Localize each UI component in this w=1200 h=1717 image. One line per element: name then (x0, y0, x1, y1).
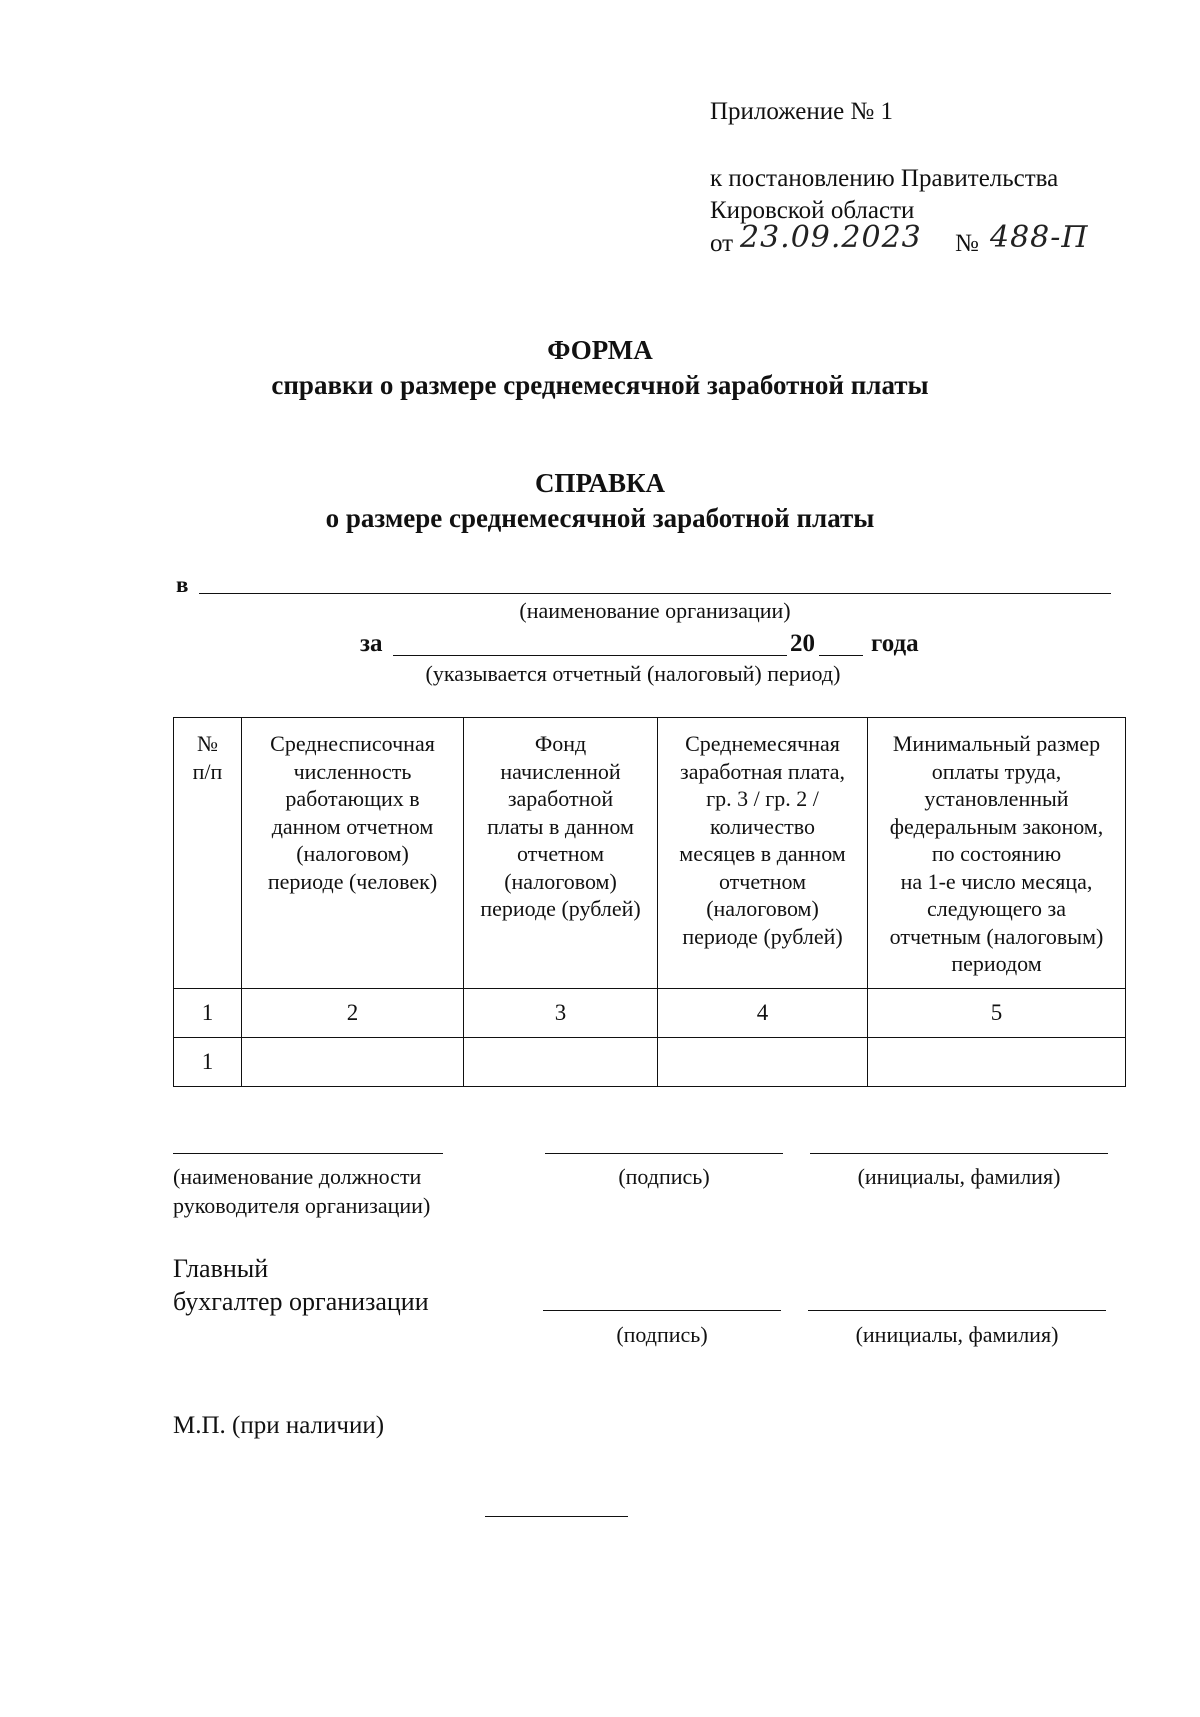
chief-name-line[interactable] (808, 1310, 1106, 1311)
table-row (174, 1037, 1126, 1086)
head-name-line[interactable] (810, 1153, 1108, 1154)
period-caption: (указывается отчетный (налоговый) период) (425, 661, 841, 686)
header-cell (174, 718, 242, 989)
salary-table (173, 717, 1126, 1087)
column-number: 4 (658, 988, 868, 1037)
header-average-salary: Среднемесячная заработная плата, гр. 3 / гр. 2 / количество месяцев в данном отчетном (налоговом) периоде (рублей) (679, 731, 846, 949)
name-caption: (инициалы, фамилия) (857, 1164, 1061, 1189)
chief-signature-caption: (подпись) (616, 1322, 708, 1347)
annex-line-1: к постановлению Правительства (710, 165, 1059, 192)
head-position-line[interactable] (173, 1153, 443, 1154)
column-number: 3 (464, 988, 658, 1037)
table-cell-minimum-wage[interactable] (868, 1037, 1126, 1086)
table-cell-headcount[interactable] (242, 1037, 464, 1086)
org-name-line[interactable] (199, 593, 1111, 594)
year-line[interactable] (819, 655, 863, 656)
header-cell (464, 718, 658, 989)
period-prefix: за (360, 630, 383, 657)
number-prefix: № (955, 230, 979, 257)
chief-name-caption: (инициалы, фамилия) (855, 1322, 1059, 1347)
org-prefix: в (176, 572, 189, 597)
signature-caption: (подпись) (618, 1164, 710, 1189)
closing-divider (485, 1516, 628, 1517)
annex-line-2: Кировской области (710, 197, 915, 224)
header-headcount: Среднесписочная численность работающих в данном отчетном (налоговом) периоде (человек) (267, 731, 438, 894)
certificate-heading: СПРАВКА (534, 468, 666, 498)
chief-signature-line[interactable] (543, 1310, 781, 1311)
head-caption-1: (наименование должности (173, 1164, 422, 1189)
header-cell (242, 718, 464, 989)
form-heading: ФОРМА (547, 335, 653, 365)
table-header-row (174, 718, 1126, 989)
head-caption-2: руководителя организации) (173, 1193, 431, 1218)
seal-label: М.П. (при наличии) (173, 1412, 385, 1439)
column-number: 5 (868, 988, 1126, 1037)
handwritten-number: 488-П (990, 220, 1089, 255)
table-cell-payroll-fund[interactable] (464, 1037, 658, 1086)
header-cell (868, 718, 1126, 989)
year-prefix: 20 (790, 630, 815, 657)
header-cell (658, 718, 868, 989)
header-payroll-fund: Фонд начисленной заработной платы в данном отчетном (налоговом) периоде (рублей) (480, 731, 641, 921)
head-signature-line[interactable] (545, 1153, 783, 1154)
table-cell-average-salary[interactable] (658, 1037, 868, 1086)
appendix-label: Приложение № 1 (710, 98, 894, 125)
org-caption: (наименование организации) (519, 598, 791, 623)
column-number: 2 (242, 988, 464, 1037)
header-row-number: № п/п (192, 731, 223, 784)
table-cell: 1 (174, 1037, 242, 1086)
certificate-subtitle: о размере среднемесячной заработной платы (325, 503, 875, 533)
chief-label-2: бухгалтер организации (173, 1287, 429, 1316)
date-prefix: от (710, 230, 734, 257)
form-subtitle: справки о размере среднемесячной заработной платы (271, 370, 929, 400)
period-line[interactable] (393, 655, 787, 656)
column-number: 1 (174, 988, 242, 1037)
chief-label-1: Главный (173, 1254, 269, 1283)
header-minimum-wage: Минимальный размер оплаты труда, установленный федеральным законом, по состоянию на 1-е число месяца, следующего за отчетным (налоговым) периодом (889, 731, 1104, 976)
handwritten-date: 23.09.2023 (740, 220, 922, 255)
column-number-row (174, 988, 1126, 1037)
year-suffix: года (871, 630, 919, 657)
